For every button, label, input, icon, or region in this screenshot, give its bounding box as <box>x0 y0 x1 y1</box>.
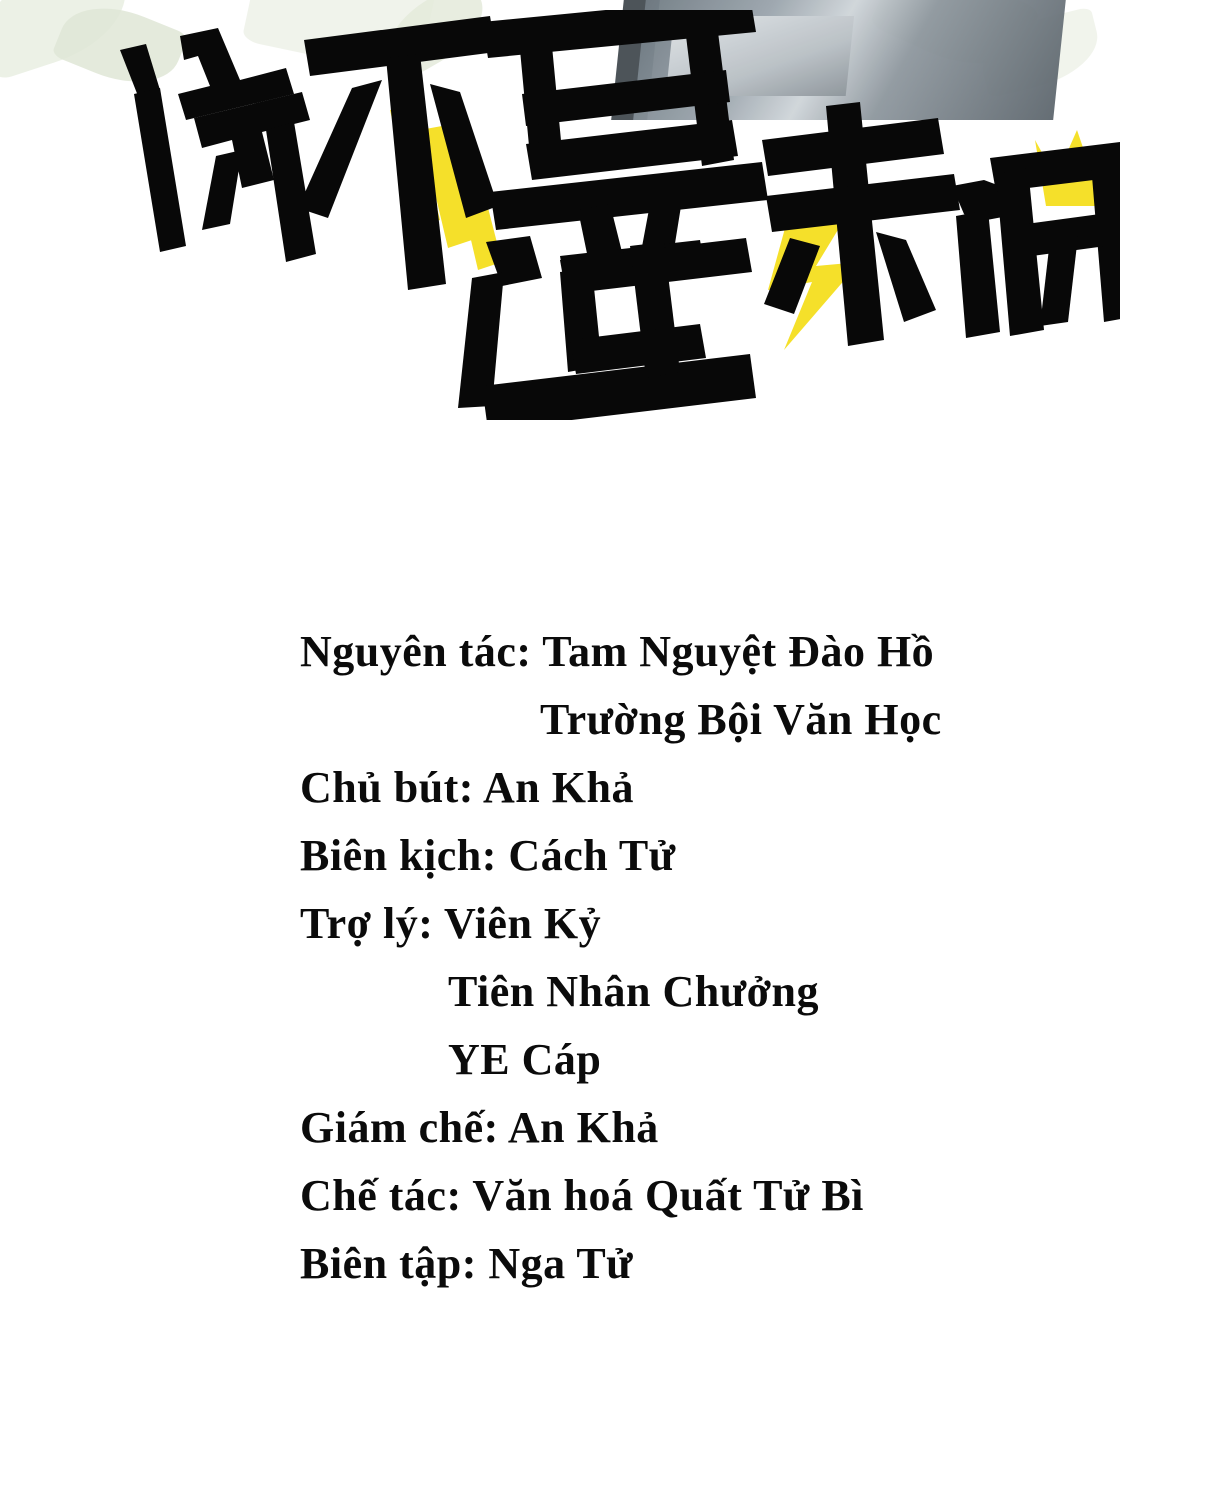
title-artwork <box>90 10 1120 420</box>
title-glyphs <box>120 10 1120 420</box>
credit-line: YE Cáp <box>448 1035 602 1084</box>
credit-line: Chủ bút: An Khả <box>300 763 634 812</box>
credit-line: Trợ lý: Viên Kỷ <box>300 899 602 948</box>
credit-line: Trường Bội Văn Học <box>540 695 942 744</box>
credits-block <box>300 618 1160 1298</box>
credit-line: Biên tập: Nga Tử <box>300 1239 634 1288</box>
credit-line: Chế tác: Văn hoá Quất Tử Bì <box>300 1171 864 1220</box>
credit-line: Biên kịch: Cách Tử <box>300 831 676 880</box>
credit-line: Nguyên tác: Tam Nguyệt Đào Hồ <box>300 627 935 676</box>
credit-line: Tiên Nhân Chưởng <box>448 967 819 1016</box>
credit-line: Giám chế: An Khả <box>300 1103 659 1152</box>
